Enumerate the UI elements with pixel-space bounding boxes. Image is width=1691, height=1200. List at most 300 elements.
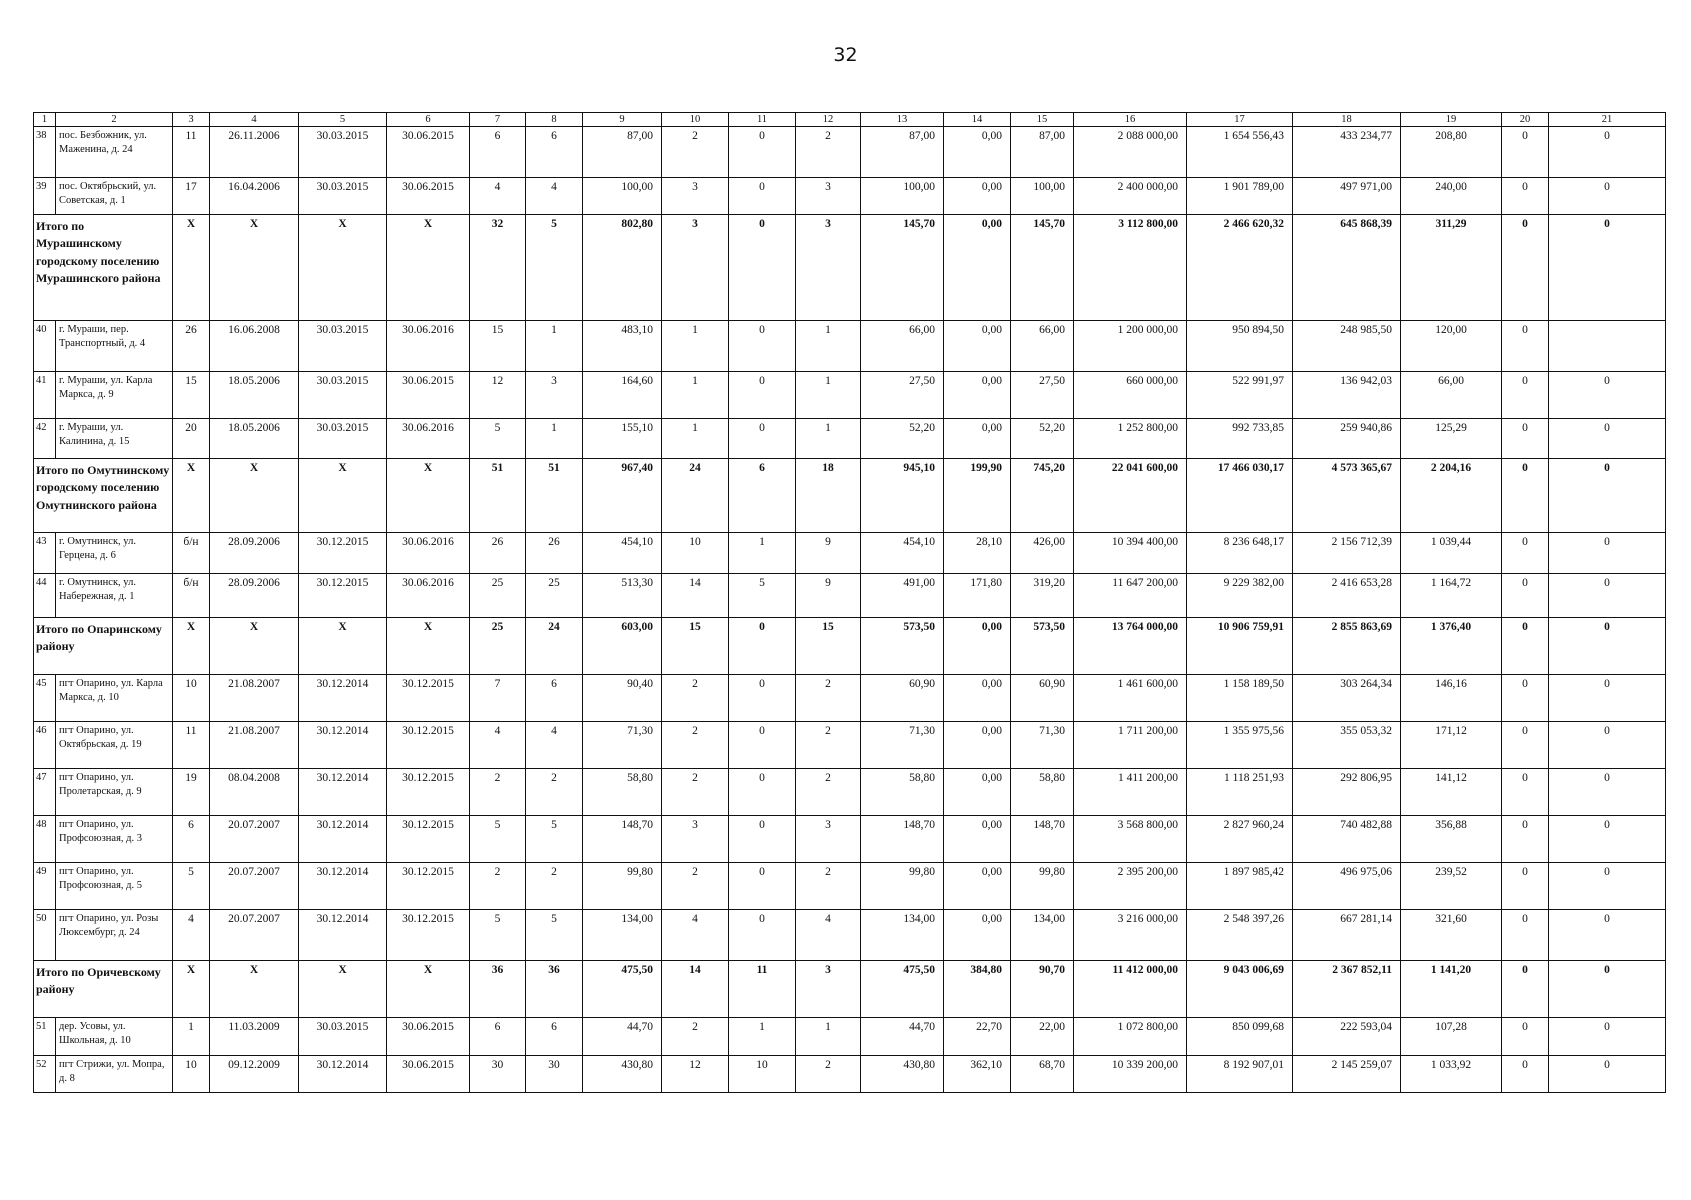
cell-c6: X bbox=[387, 459, 470, 533]
cell-c7: 2 bbox=[470, 769, 526, 816]
cell-c15: 99,80 bbox=[1011, 863, 1074, 910]
cell-c12: 3 bbox=[796, 816, 861, 863]
cell-c10: 12 bbox=[662, 1056, 729, 1093]
cell-c21: 0 bbox=[1549, 1056, 1666, 1093]
cell-c11: 0 bbox=[729, 127, 796, 178]
cell-c8: 5 bbox=[526, 910, 583, 961]
cell-c16: 1 072 800,00 bbox=[1074, 1018, 1187, 1056]
cell-c15: 573,50 bbox=[1011, 618, 1074, 675]
cell-c17: 2 548 397,26 bbox=[1187, 910, 1293, 961]
cell-c14: 0,00 bbox=[944, 178, 1011, 215]
cell-c13: 945,10 bbox=[861, 459, 944, 533]
cell-c13: 52,20 bbox=[861, 419, 944, 459]
cell-c16: 1 711 200,00 bbox=[1074, 722, 1187, 769]
cell-c5: 30.12.2014 bbox=[299, 1056, 387, 1093]
cell-c19: 311,29 bbox=[1401, 215, 1502, 321]
cell-c20: 0 bbox=[1502, 618, 1549, 675]
cell-c12: 3 bbox=[796, 215, 861, 321]
cell-c12: 2 bbox=[796, 675, 861, 722]
cell-c18: 2 416 653,28 bbox=[1293, 574, 1401, 618]
cell-c5: 30.12.2014 bbox=[299, 863, 387, 910]
cell-c12: 1 bbox=[796, 419, 861, 459]
cell-c17: 9 229 382,00 bbox=[1187, 574, 1293, 618]
cell-c21: 0 bbox=[1549, 215, 1666, 321]
cell-c12: 2 bbox=[796, 127, 861, 178]
cell-c13: 44,70 bbox=[861, 1018, 944, 1056]
cell-c8: 25 bbox=[526, 574, 583, 618]
cell-c21: 0 bbox=[1549, 178, 1666, 215]
cell-c7: 26 bbox=[470, 533, 526, 574]
column-header: 4 bbox=[210, 113, 299, 127]
cell-c5: 30.03.2015 bbox=[299, 372, 387, 419]
cell-c20: 0 bbox=[1502, 816, 1549, 863]
cell-c20: 0 bbox=[1502, 215, 1549, 321]
cell-c13: 27,50 bbox=[861, 372, 944, 419]
address-cell: пгт Опарино, ул. Розы Люксембург, д. 24 bbox=[56, 910, 173, 961]
cell-c16: 22 041 600,00 bbox=[1074, 459, 1187, 533]
table-row bbox=[34, 1018, 1666, 1056]
cell-c14: 199,90 bbox=[944, 459, 1011, 533]
column-header: 12 bbox=[796, 113, 861, 127]
cell-c3: 1 bbox=[173, 1018, 210, 1056]
cell-c15: 745,20 bbox=[1011, 459, 1074, 533]
cell-c19: 1 376,40 bbox=[1401, 618, 1502, 675]
subtotal-label: Итого по Омутнинскому городскому поселению Омутнинского района bbox=[34, 459, 173, 533]
cell-c14: 0,00 bbox=[944, 127, 1011, 178]
address-cell: пгт Опарино, ул. Профсоюзная, д. 3 bbox=[56, 816, 173, 863]
cell-c17: 1 158 189,50 bbox=[1187, 675, 1293, 722]
cell-c19: 120,00 bbox=[1401, 321, 1502, 372]
cell-c21: 0 bbox=[1549, 574, 1666, 618]
cell-c7: 30 bbox=[470, 1056, 526, 1093]
cell-c12: 1 bbox=[796, 1018, 861, 1056]
table-row bbox=[34, 769, 1666, 816]
cell-c18: 2 855 863,69 bbox=[1293, 618, 1401, 675]
cell-c7: 36 bbox=[470, 961, 526, 1018]
cell-c16: 2 088 000,00 bbox=[1074, 127, 1187, 178]
cell-c10: 1 bbox=[662, 419, 729, 459]
cell-c15: 68,70 bbox=[1011, 1056, 1074, 1093]
cell-c5: 30.03.2015 bbox=[299, 1018, 387, 1056]
row-number: 40 bbox=[34, 321, 56, 372]
column-header: 7 bbox=[470, 113, 526, 127]
cell-c10: 2 bbox=[662, 1018, 729, 1056]
cell-c14: 0,00 bbox=[944, 722, 1011, 769]
cell-c3: 4 bbox=[173, 910, 210, 961]
cell-c10: 3 bbox=[662, 178, 729, 215]
cell-c16: 11 412 000,00 bbox=[1074, 961, 1187, 1018]
row-number: 44 bbox=[34, 574, 56, 618]
cell-c14: 384,80 bbox=[944, 961, 1011, 1018]
cell-c11: 0 bbox=[729, 321, 796, 372]
cell-c7: 2 bbox=[470, 863, 526, 910]
column-header: 19 bbox=[1401, 113, 1502, 127]
cell-c10: 14 bbox=[662, 574, 729, 618]
cell-c8: 6 bbox=[526, 1018, 583, 1056]
cell-c8: 4 bbox=[526, 178, 583, 215]
cell-c5: X bbox=[299, 459, 387, 533]
cell-c11: 0 bbox=[729, 910, 796, 961]
cell-c5: 30.12.2014 bbox=[299, 769, 387, 816]
cell-c16: 1 411 200,00 bbox=[1074, 769, 1187, 816]
cell-c12: 2 bbox=[796, 722, 861, 769]
cell-c21: 0 bbox=[1549, 961, 1666, 1018]
cell-c6: 30.06.2015 bbox=[387, 178, 470, 215]
cell-c14: 28,10 bbox=[944, 533, 1011, 574]
cell-c15: 90,70 bbox=[1011, 961, 1074, 1018]
cell-c12: 2 bbox=[796, 1056, 861, 1093]
cell-c17: 17 466 030,17 bbox=[1187, 459, 1293, 533]
cell-c20: 0 bbox=[1502, 178, 1549, 215]
cell-c14: 0,00 bbox=[944, 863, 1011, 910]
cell-c19: 239,52 bbox=[1401, 863, 1502, 910]
column-header: 1 bbox=[34, 113, 56, 127]
cell-c19: 171,12 bbox=[1401, 722, 1502, 769]
address-cell: пгт Стрижи, ул. Мопра, д. 8 bbox=[56, 1056, 173, 1093]
cell-c21: 0 bbox=[1549, 769, 1666, 816]
cell-c8: 1 bbox=[526, 321, 583, 372]
column-header: 6 bbox=[387, 113, 470, 127]
cell-c10: 2 bbox=[662, 722, 729, 769]
cell-c3: 11 bbox=[173, 722, 210, 769]
cell-c13: 99,80 bbox=[861, 863, 944, 910]
cell-c13: 100,00 bbox=[861, 178, 944, 215]
cell-c7: 12 bbox=[470, 372, 526, 419]
column-header: 2 bbox=[56, 113, 173, 127]
cell-c10: 2 bbox=[662, 127, 729, 178]
address-cell: дер. Усовы, ул. Школьная, д. 10 bbox=[56, 1018, 173, 1056]
address-cell: пос. Октябрьский, ул. Советская, д. 1 bbox=[56, 178, 173, 215]
row-number: 51 bbox=[34, 1018, 56, 1056]
cell-c3: 10 bbox=[173, 675, 210, 722]
row-number: 48 bbox=[34, 816, 56, 863]
cell-c3: 5 bbox=[173, 863, 210, 910]
cell-c3: б/н bbox=[173, 533, 210, 574]
cell-c15: 100,00 bbox=[1011, 178, 1074, 215]
cell-c21 bbox=[1549, 321, 1666, 372]
cell-c9: 164,60 bbox=[583, 372, 662, 419]
cell-c10: 2 bbox=[662, 769, 729, 816]
cell-c8: 4 bbox=[526, 722, 583, 769]
column-header: 11 bbox=[729, 113, 796, 127]
table-row bbox=[34, 419, 1666, 459]
cell-c20: 0 bbox=[1502, 961, 1549, 1018]
cell-c5: 30.12.2015 bbox=[299, 574, 387, 618]
cell-c4: 18.05.2006 bbox=[210, 419, 299, 459]
cell-c19: 356,88 bbox=[1401, 816, 1502, 863]
cell-c3: 10 bbox=[173, 1056, 210, 1093]
cell-c19: 1 039,44 bbox=[1401, 533, 1502, 574]
cell-c10: 3 bbox=[662, 816, 729, 863]
cell-c20: 0 bbox=[1502, 863, 1549, 910]
table-row bbox=[34, 675, 1666, 722]
address-cell: пгт Опарино, ул. Карла Маркса, д. 10 bbox=[56, 675, 173, 722]
cell-c15: 22,00 bbox=[1011, 1018, 1074, 1056]
cell-c20: 0 bbox=[1502, 533, 1549, 574]
address-cell: г. Мураши, ул. Калинина, д. 15 bbox=[56, 419, 173, 459]
cell-c20: 0 bbox=[1502, 675, 1549, 722]
cell-c19: 2 204,16 bbox=[1401, 459, 1502, 533]
cell-c7: 6 bbox=[470, 127, 526, 178]
cell-c5: 30.03.2015 bbox=[299, 127, 387, 178]
cell-c3: X bbox=[173, 618, 210, 675]
row-number: 49 bbox=[34, 863, 56, 910]
cell-c8: 30 bbox=[526, 1056, 583, 1093]
cell-c17: 522 991,97 bbox=[1187, 372, 1293, 419]
cell-c6: 30.06.2016 bbox=[387, 321, 470, 372]
cell-c21: 0 bbox=[1549, 372, 1666, 419]
cell-c11: 0 bbox=[729, 178, 796, 215]
cell-c12: 1 bbox=[796, 372, 861, 419]
table-row bbox=[34, 816, 1666, 863]
cell-c11: 0 bbox=[729, 863, 796, 910]
cell-c16: 11 647 200,00 bbox=[1074, 574, 1187, 618]
cell-c6: 30.12.2015 bbox=[387, 722, 470, 769]
cell-c10: 1 bbox=[662, 321, 729, 372]
cell-c6: 30.06.2015 bbox=[387, 1018, 470, 1056]
cell-c6: 30.12.2015 bbox=[387, 910, 470, 961]
cell-c7: 51 bbox=[470, 459, 526, 533]
cell-c21: 0 bbox=[1549, 722, 1666, 769]
cell-c3: 19 bbox=[173, 769, 210, 816]
cell-c13: 475,50 bbox=[861, 961, 944, 1018]
address-cell: пгт Опарино, ул. Октябрьская, д. 19 bbox=[56, 722, 173, 769]
cell-c9: 90,40 bbox=[583, 675, 662, 722]
subtotal-label: Итого по Мурашинскому городскому поселению Мурашинского района bbox=[34, 215, 173, 321]
cell-c17: 8 236 648,17 bbox=[1187, 533, 1293, 574]
address-cell: г. Мураши, ул. Карла Маркса, д. 9 bbox=[56, 372, 173, 419]
subtotal-row bbox=[34, 215, 1666, 321]
cell-c12: 9 bbox=[796, 533, 861, 574]
cell-c15: 71,30 bbox=[1011, 722, 1074, 769]
cell-c13: 491,00 bbox=[861, 574, 944, 618]
cell-c15: 148,70 bbox=[1011, 816, 1074, 863]
cell-c20: 0 bbox=[1502, 459, 1549, 533]
cell-c17: 1 897 985,42 bbox=[1187, 863, 1293, 910]
cell-c8: 36 bbox=[526, 961, 583, 1018]
cell-c20: 0 bbox=[1502, 419, 1549, 459]
cell-c20: 0 bbox=[1502, 1056, 1549, 1093]
table-row bbox=[34, 127, 1666, 178]
cell-c19: 66,00 bbox=[1401, 372, 1502, 419]
cell-c5: 30.03.2015 bbox=[299, 321, 387, 372]
cell-c13: 573,50 bbox=[861, 618, 944, 675]
subtotal-row bbox=[34, 459, 1666, 533]
table-row bbox=[34, 372, 1666, 419]
cell-c3: 17 bbox=[173, 178, 210, 215]
cell-c19: 321,60 bbox=[1401, 910, 1502, 961]
cell-c6: X bbox=[387, 618, 470, 675]
cell-c17: 2 466 620,32 bbox=[1187, 215, 1293, 321]
cell-c19: 125,29 bbox=[1401, 419, 1502, 459]
cell-c4: 26.11.2006 bbox=[210, 127, 299, 178]
cell-c4: 20.07.2007 bbox=[210, 910, 299, 961]
cell-c7: 5 bbox=[470, 419, 526, 459]
cell-c19: 107,28 bbox=[1401, 1018, 1502, 1056]
column-header: 20 bbox=[1502, 113, 1549, 127]
cell-c6: 30.06.2015 bbox=[387, 127, 470, 178]
cell-c5: X bbox=[299, 215, 387, 321]
cell-c17: 2 827 960,24 bbox=[1187, 816, 1293, 863]
cell-c17: 1 355 975,56 bbox=[1187, 722, 1293, 769]
cell-c4: X bbox=[210, 961, 299, 1018]
cell-c7: 5 bbox=[470, 816, 526, 863]
cell-c9: 58,80 bbox=[583, 769, 662, 816]
cell-c9: 454,10 bbox=[583, 533, 662, 574]
cell-c8: 26 bbox=[526, 533, 583, 574]
cell-c6: 30.06.2015 bbox=[387, 1056, 470, 1093]
row-number: 38 bbox=[34, 127, 56, 178]
cell-c20: 0 bbox=[1502, 910, 1549, 961]
cell-c14: 0,00 bbox=[944, 215, 1011, 321]
cell-c4: 20.07.2007 bbox=[210, 863, 299, 910]
cell-c21: 0 bbox=[1549, 675, 1666, 722]
cell-c8: 51 bbox=[526, 459, 583, 533]
cell-c19: 1 141,20 bbox=[1401, 961, 1502, 1018]
cell-c8: 6 bbox=[526, 675, 583, 722]
cell-c11: 1 bbox=[729, 533, 796, 574]
row-number: 39 bbox=[34, 178, 56, 215]
cell-c18: 667 281,14 bbox=[1293, 910, 1401, 961]
cell-c14: 0,00 bbox=[944, 769, 1011, 816]
address-cell: пгт Опарино, ул. Профсоюзная, д. 5 bbox=[56, 863, 173, 910]
cell-c13: 71,30 bbox=[861, 722, 944, 769]
cell-c18: 2 145 259,07 bbox=[1293, 1056, 1401, 1093]
cell-c12: 15 bbox=[796, 618, 861, 675]
cell-c5: 30.12.2014 bbox=[299, 675, 387, 722]
cell-c4: 11.03.2009 bbox=[210, 1018, 299, 1056]
row-number: 46 bbox=[34, 722, 56, 769]
cell-c6: 30.12.2015 bbox=[387, 769, 470, 816]
cell-c17: 10 906 759,91 bbox=[1187, 618, 1293, 675]
cell-c7: 4 bbox=[470, 722, 526, 769]
column-header: 21 bbox=[1549, 113, 1666, 127]
cell-c6: 30.06.2015 bbox=[387, 372, 470, 419]
cell-c16: 10 394 400,00 bbox=[1074, 533, 1187, 574]
cell-c4: 28.09.2006 bbox=[210, 533, 299, 574]
cell-c18: 136 942,03 bbox=[1293, 372, 1401, 419]
cell-c12: 2 bbox=[796, 863, 861, 910]
cell-c20: 0 bbox=[1502, 372, 1549, 419]
cell-c10: 3 bbox=[662, 215, 729, 321]
cell-c4: X bbox=[210, 618, 299, 675]
cell-c3: X bbox=[173, 459, 210, 533]
cell-c3: 26 bbox=[173, 321, 210, 372]
cell-c20: 0 bbox=[1502, 722, 1549, 769]
cell-c21: 0 bbox=[1549, 127, 1666, 178]
cell-c3: 15 bbox=[173, 372, 210, 419]
cell-c20: 0 bbox=[1502, 769, 1549, 816]
cell-c8: 5 bbox=[526, 215, 583, 321]
cell-c15: 426,00 bbox=[1011, 533, 1074, 574]
cell-c9: 71,30 bbox=[583, 722, 662, 769]
subtotal-label: Итого по Опаринскому району bbox=[34, 618, 173, 675]
cell-c12: 3 bbox=[796, 178, 861, 215]
cell-c19: 208,80 bbox=[1401, 127, 1502, 178]
cell-c16: 2 395 200,00 bbox=[1074, 863, 1187, 910]
cell-c16: 10 339 200,00 bbox=[1074, 1056, 1187, 1093]
cell-c13: 60,90 bbox=[861, 675, 944, 722]
cell-c21: 0 bbox=[1549, 419, 1666, 459]
table-row bbox=[34, 863, 1666, 910]
cell-c18: 2 367 852,11 bbox=[1293, 961, 1401, 1018]
cell-c8: 2 bbox=[526, 863, 583, 910]
cell-c17: 1 118 251,93 bbox=[1187, 769, 1293, 816]
cell-c17: 950 894,50 bbox=[1187, 321, 1293, 372]
cell-c7: 25 bbox=[470, 574, 526, 618]
cell-c5: 30.03.2015 bbox=[299, 419, 387, 459]
cell-c12: 3 bbox=[796, 961, 861, 1018]
cell-c4: 20.07.2007 bbox=[210, 816, 299, 863]
cell-c15: 319,20 bbox=[1011, 574, 1074, 618]
cell-c18: 740 482,88 bbox=[1293, 816, 1401, 863]
page-number: 32 bbox=[833, 44, 858, 66]
cell-c6: 30.06.2016 bbox=[387, 574, 470, 618]
cell-c11: 6 bbox=[729, 459, 796, 533]
cell-c11: 0 bbox=[729, 618, 796, 675]
cell-c18: 645 868,39 bbox=[1293, 215, 1401, 321]
cell-c9: 99,80 bbox=[583, 863, 662, 910]
cell-c15: 58,80 bbox=[1011, 769, 1074, 816]
cell-c14: 362,10 bbox=[944, 1056, 1011, 1093]
column-header: 18 bbox=[1293, 113, 1401, 127]
cell-c5: 30.12.2014 bbox=[299, 910, 387, 961]
cell-c8: 24 bbox=[526, 618, 583, 675]
cell-c13: 454,10 bbox=[861, 533, 944, 574]
cell-c18: 4 573 365,67 bbox=[1293, 459, 1401, 533]
row-number: 45 bbox=[34, 675, 56, 722]
cell-c8: 6 bbox=[526, 127, 583, 178]
cell-c21: 0 bbox=[1549, 533, 1666, 574]
cell-c10: 1 bbox=[662, 372, 729, 419]
cell-c11: 11 bbox=[729, 961, 796, 1018]
cell-c5: 30.12.2014 bbox=[299, 722, 387, 769]
cell-c11: 0 bbox=[729, 816, 796, 863]
column-header: 8 bbox=[526, 113, 583, 127]
table-row bbox=[34, 533, 1666, 574]
cell-c15: 87,00 bbox=[1011, 127, 1074, 178]
cell-c13: 66,00 bbox=[861, 321, 944, 372]
cell-c10: 15 bbox=[662, 618, 729, 675]
cell-c7: 15 bbox=[470, 321, 526, 372]
cell-c21: 0 bbox=[1549, 863, 1666, 910]
cell-c6: 30.06.2016 bbox=[387, 419, 470, 459]
cell-c21: 0 bbox=[1549, 1018, 1666, 1056]
cell-c9: 967,40 bbox=[583, 459, 662, 533]
cell-c14: 0,00 bbox=[944, 372, 1011, 419]
cell-c19: 146,16 bbox=[1401, 675, 1502, 722]
cell-c8: 5 bbox=[526, 816, 583, 863]
row-number: 43 bbox=[34, 533, 56, 574]
cell-c16: 1 200 000,00 bbox=[1074, 321, 1187, 372]
cell-c4: X bbox=[210, 215, 299, 321]
column-header: 9 bbox=[583, 113, 662, 127]
cell-c17: 9 043 006,69 bbox=[1187, 961, 1293, 1018]
cell-c14: 0,00 bbox=[944, 321, 1011, 372]
cell-c3: X bbox=[173, 961, 210, 1018]
cell-c18: 292 806,95 bbox=[1293, 769, 1401, 816]
cell-c18: 433 234,77 bbox=[1293, 127, 1401, 178]
cell-c18: 259 940,86 bbox=[1293, 419, 1401, 459]
cell-c4: 18.05.2006 bbox=[210, 372, 299, 419]
cell-c10: 14 bbox=[662, 961, 729, 1018]
cell-c12: 1 bbox=[796, 321, 861, 372]
cell-c7: 32 bbox=[470, 215, 526, 321]
cell-c9: 430,80 bbox=[583, 1056, 662, 1093]
cell-c19: 1 164,72 bbox=[1401, 574, 1502, 618]
cell-c7: 7 bbox=[470, 675, 526, 722]
cell-c20: 0 bbox=[1502, 321, 1549, 372]
